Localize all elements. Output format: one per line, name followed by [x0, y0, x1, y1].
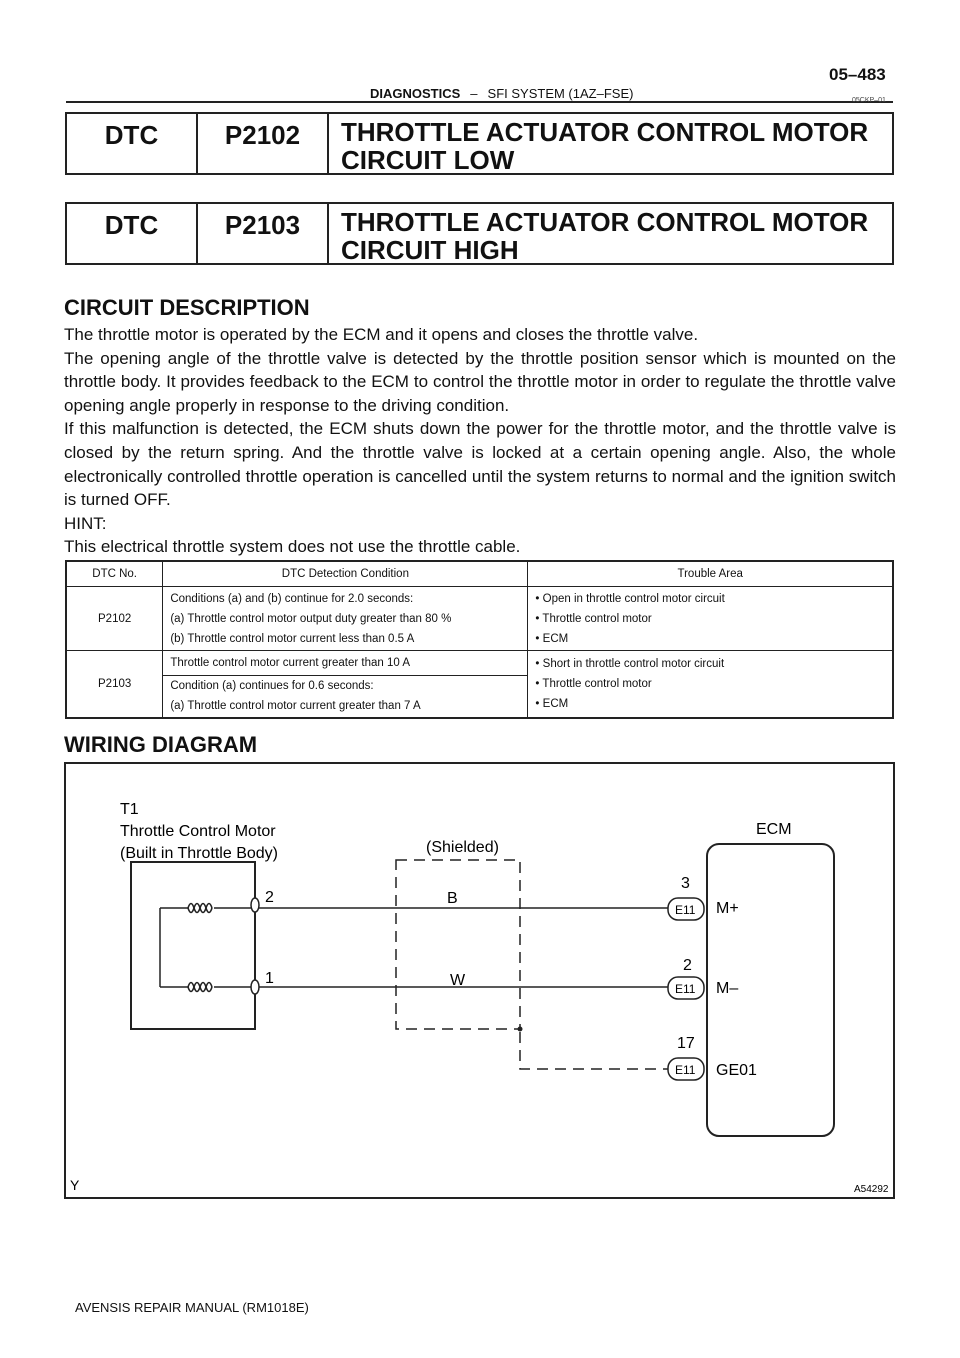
dtc-code: P2102	[198, 114, 329, 173]
dtc-code: P2103	[198, 204, 329, 263]
area-line: • Short in throttle control motor circuit	[535, 657, 725, 670]
ecm-pin-number: 2	[683, 957, 692, 974]
condition-line: (b) Throttle control motor current less than 0.5 A	[170, 632, 415, 645]
trouble-area-cell	[528, 587, 893, 651]
dtc-box-p2103	[65, 202, 894, 265]
dtc-no-cell: P2103	[66, 651, 163, 718]
ecm-signal: M+	[716, 900, 739, 917]
condition-line: Condition (a) continues for 0.6 seconds:	[170, 680, 374, 693]
component-id: T1	[120, 801, 139, 818]
component-name: Throttle Control Motor	[120, 823, 276, 840]
area-line: • Open in throttle control motor circuit	[535, 592, 725, 605]
condition-line: (a) Throttle control motor output duty greater than 80 %	[170, 612, 452, 625]
detection-condition-cell	[163, 651, 528, 676]
ecm-label: ECM	[756, 821, 792, 838]
column-header: DTC Detection Condition	[163, 561, 528, 587]
shield-boundary	[396, 860, 520, 1029]
area-line: • Throttle control motor	[535, 612, 652, 625]
column-header: Trouble Area	[528, 561, 893, 587]
dtc-title-line1: THROTTLE ACTUATOR CONTROL MOTOR	[341, 117, 869, 147]
condition-line: (a) Throttle control motor current greater than 7 A	[170, 700, 421, 713]
area-line: • Throttle control motor	[535, 677, 652, 690]
table-header-row	[66, 561, 893, 587]
dtc-no-cell: P2102	[66, 587, 163, 651]
ecm-pin-number: 17	[677, 1035, 695, 1052]
connector-label: E11	[675, 982, 696, 996]
column-header: DTC No.	[66, 561, 163, 587]
shield-ground-wire	[520, 1032, 668, 1069]
wire-color-label: B	[447, 890, 458, 907]
condition-line: Throttle control motor current greater than 10 A	[170, 657, 411, 669]
dtc-title-line2: CIRCUIT LOW	[341, 145, 515, 175]
area-line: • ECM	[535, 697, 569, 710]
wiring-diagram	[64, 762, 895, 1199]
shield-label: (Shielded)	[426, 839, 499, 856]
paragraph: The opening angle of the throttle valve is detected by the throttle position sensor which is mounted on the throttle body. It provides feedback to the ECM to control the throttle motor in order to regulate the throttle valve opening angle properly in response to the driving condition.	[64, 348, 896, 415]
dtc-title-line1: THROTTLE ACTUATOR CONTROL MOTOR	[341, 207, 869, 237]
header-code: 05CKP–01	[852, 97, 886, 104]
header-section: DIAGNOSTICS	[370, 86, 461, 101]
corner-mark: Y	[70, 1177, 80, 1193]
dtc-box-p2102	[65, 112, 894, 175]
connector-label: E11	[675, 903, 696, 917]
header-rule	[66, 101, 893, 103]
header-separator: –	[470, 86, 478, 101]
trouble-area-cell	[528, 651, 893, 718]
component-note: (Built in Throttle Body)	[120, 845, 278, 862]
pin-number-bottom: 1	[265, 970, 274, 987]
page-number: 05–483	[829, 65, 886, 84]
circuit-description-heading: CIRCUIT DESCRIPTION	[64, 295, 310, 320]
circuit-description-body	[64, 323, 896, 559]
header-subsection: SFI SYSTEM (1AZ–FSE)	[487, 86, 634, 101]
ecm-pin-number: 3	[681, 875, 690, 892]
paragraph: The throttle motor is operated by the ECM and it opens and closes the throttle valve.	[64, 325, 699, 344]
area-line: • ECM	[535, 632, 569, 645]
dtc-title-line2: CIRCUIT HIGH	[341, 235, 519, 265]
table-row	[66, 587, 893, 651]
terminal-icon	[251, 898, 259, 912]
running-header	[370, 86, 633, 101]
table-row	[66, 651, 893, 676]
ecm-signal: M–	[716, 980, 739, 997]
detection-condition-cell	[163, 676, 528, 718]
wiring-diagram-heading: WIRING DIAGRAM	[64, 732, 258, 757]
dtc-table	[65, 560, 894, 719]
dtc-title	[329, 204, 892, 263]
footer-manual-title: AVENSIS REPAIR MANUAL (RM1018E)	[75, 1300, 309, 1315]
paragraph: HINT:	[64, 513, 107, 533]
pin-number-top: 2	[265, 889, 274, 906]
dtc-title	[329, 114, 892, 173]
wire-color-label: W	[450, 972, 466, 989]
ecm-signal: GE01	[716, 1062, 757, 1079]
dtc-label: DTC	[67, 114, 198, 173]
condition-line: Conditions (a) and (b) continue for 2.0 seconds:	[170, 592, 414, 605]
shield-junction	[518, 1027, 523, 1032]
detection-condition-cell	[163, 587, 528, 651]
paragraph: If this malfunction is detected, the ECM shuts down the power for the throttle motor, and the throttle valve is closed by the return spring. And the throttle valve is locked at a certain opening angle. Also, the whole electronically controlled throttle operation is cancelled until the system returns to normal and the ignition switch is turned OFF.	[64, 419, 896, 510]
paragraph: This electrical throttle system does not use the throttle cable.	[64, 537, 521, 557]
connector-label: E11	[675, 1063, 696, 1077]
figure-code: A54292	[854, 1184, 889, 1195]
dtc-label: DTC	[67, 204, 198, 263]
terminal-icon	[251, 980, 259, 994]
throttle-motor-box	[131, 862, 255, 1029]
